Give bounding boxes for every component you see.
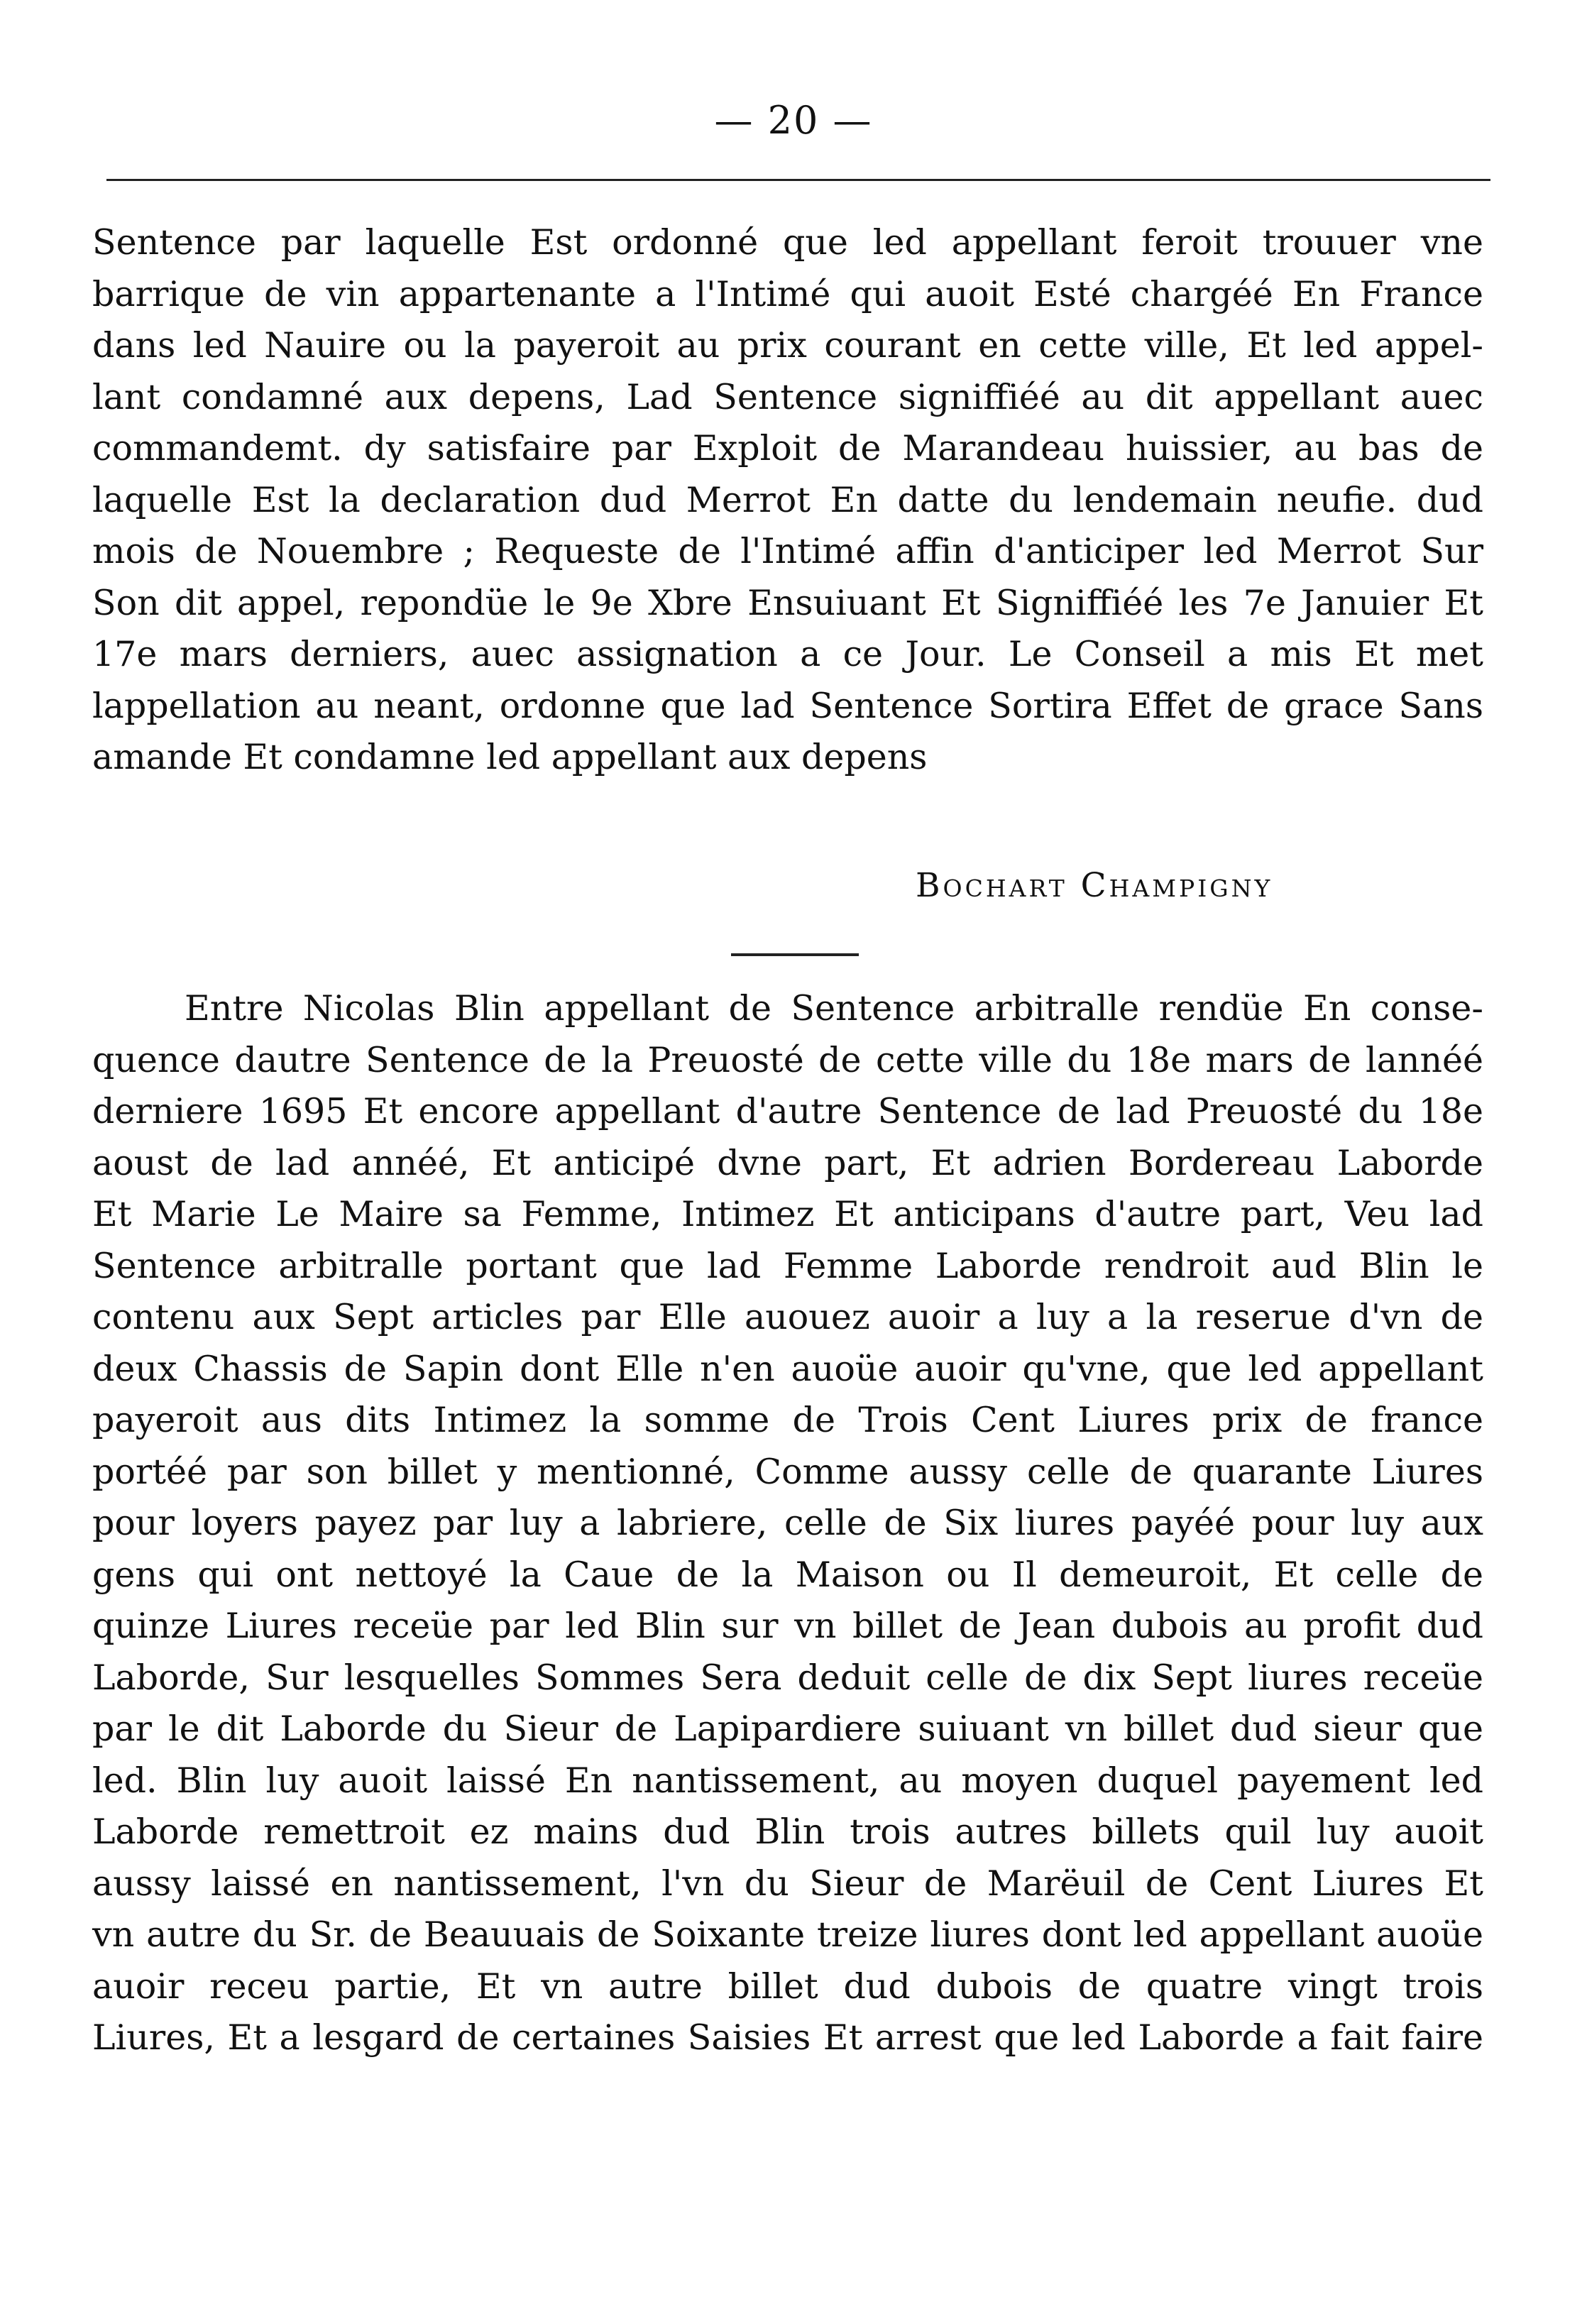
text-line: deux Chassis de Sapin dont Elle n'en auoüe auoir qu'vne, que led appellant [92,1348,1483,1389]
text-line: laquelle Est la declaration dud Merrot En datte du lendemain neufie. dud [92,479,1483,520]
text-line: derniere 1695 Et encore appellant d'autre Sentence de lad Preuosté du 18e [92,1091,1483,1131]
text-line: portéé par son billet y mentionné, Comme aussy celle de quarante Liures [92,1451,1483,1492]
text-line: dans led Nauire ou la payeroit au prix courant en cette ville, Et led appel- [92,325,1483,366]
text-line: Laborde, Sur lesquelles Sommes Sera deduit celle de dix Sept liures receüe [92,1657,1483,1698]
text-line: payeroit aus dits Intimez la somme de Trois Cent Liures prix de france [92,1400,1483,1440]
text-line: pour loyers payez par luy a labriere, celle de Six liures payéé pour luy aux [92,1503,1483,1543]
text-line: lappellation au neant, ordonne que lad Sentence Sortira Effet de grace Sans [92,685,1483,726]
header-rule [106,179,1490,181]
text-line: aoust de lad annéé, Et anticipé dvne part, Et adrien Bordereau Laborde [92,1142,1483,1183]
text-line: quence dautre Sentence de la Preuosté de cette ville du 18e mars de lannéé [92,1039,1483,1080]
text-line: led. Blin luy auoit laissé En nantissement, au moyen duquel payement led [92,1760,1483,1801]
text-line: Son dit appel, repondüe le 9e Xbre Ensuiuant Et Signiffiéé les 7e Januier Et [92,582,1483,623]
text-line: mois de Nouembre ; Requeste de l'Intimé affin d'anticiper led Merrot Sur [92,531,1483,571]
text-line: Entre Nicolas Blin appellant de Sentence arbitralle rendüe En conse- [185,988,1483,1029]
text-line: gens qui ont nettoyé la Caue de la Maison ou Il demeuroit, Et celle de [92,1554,1483,1595]
text-line: auoir receu partie, Et vn autre billet dud dubois de quatre vingt trois [92,1966,1483,2007]
entry-1-paragraph [92,217,1483,784]
text-line: barrique de vin appartenante a l'Intimé qui auoit Esté chargéé En France [92,273,1483,314]
section-divider [731,953,859,956]
text-line: quinze Liures receüe par led Blin sur vn billet de Jean dubois au profit dud [92,1606,1483,1646]
text-line: Liures, Et a lesgard de certaines Saisies Et arrest que led Laborde a fait faire [92,2017,1483,2058]
text-line: commandemt. dy satisfaire par Exploit de Marandeau huissier, au bas de [92,428,1483,468]
text-line: lant condamné aux depens, Lad Sentence signiffiéé au dit appellant auec [92,376,1483,417]
text-line: par le dit Laborde du Sieur de Lapipardiere suiuant vn billet dud sieur que [92,1709,1483,1749]
signature: Bochart Champigny [916,866,1273,905]
text-line: contenu aux Sept articles par Elle auouez auoir a luy a la reserue d'vn de [92,1297,1483,1337]
text-line: Sentence arbitralle portant que lad Femme Laborde rendroit aud Blin le [92,1245,1483,1286]
text-line: Laborde remettroit ez mains dud Blin trois autres billets quil luy auoit [92,1811,1483,1852]
text-line: 17e mars derniers, auec assignation a ce Jour. Le Conseil a mis Et met [92,634,1483,674]
entry-2-paragraph [92,983,1483,2064]
page-number: — 20 — [714,98,873,143]
text-line: Sentence par laquelle Est ordonné que led appellant feroit trouuer vne [92,222,1483,263]
text-line: vn autre du Sr. de Beauuais de Soixante treize liures dont led appellant auoüe [92,1914,1483,1955]
text-line: Et Marie Le Maire sa Femme, Intimez Et anticipans d'autre part, Veu lad [92,1194,1483,1234]
text-line: amande Et condamne led appellant aux depens [92,737,928,777]
text-line: aussy laissé en nantissement, l'vn du Sieur de Marëuil de Cent Liures Et [92,1863,1483,1904]
